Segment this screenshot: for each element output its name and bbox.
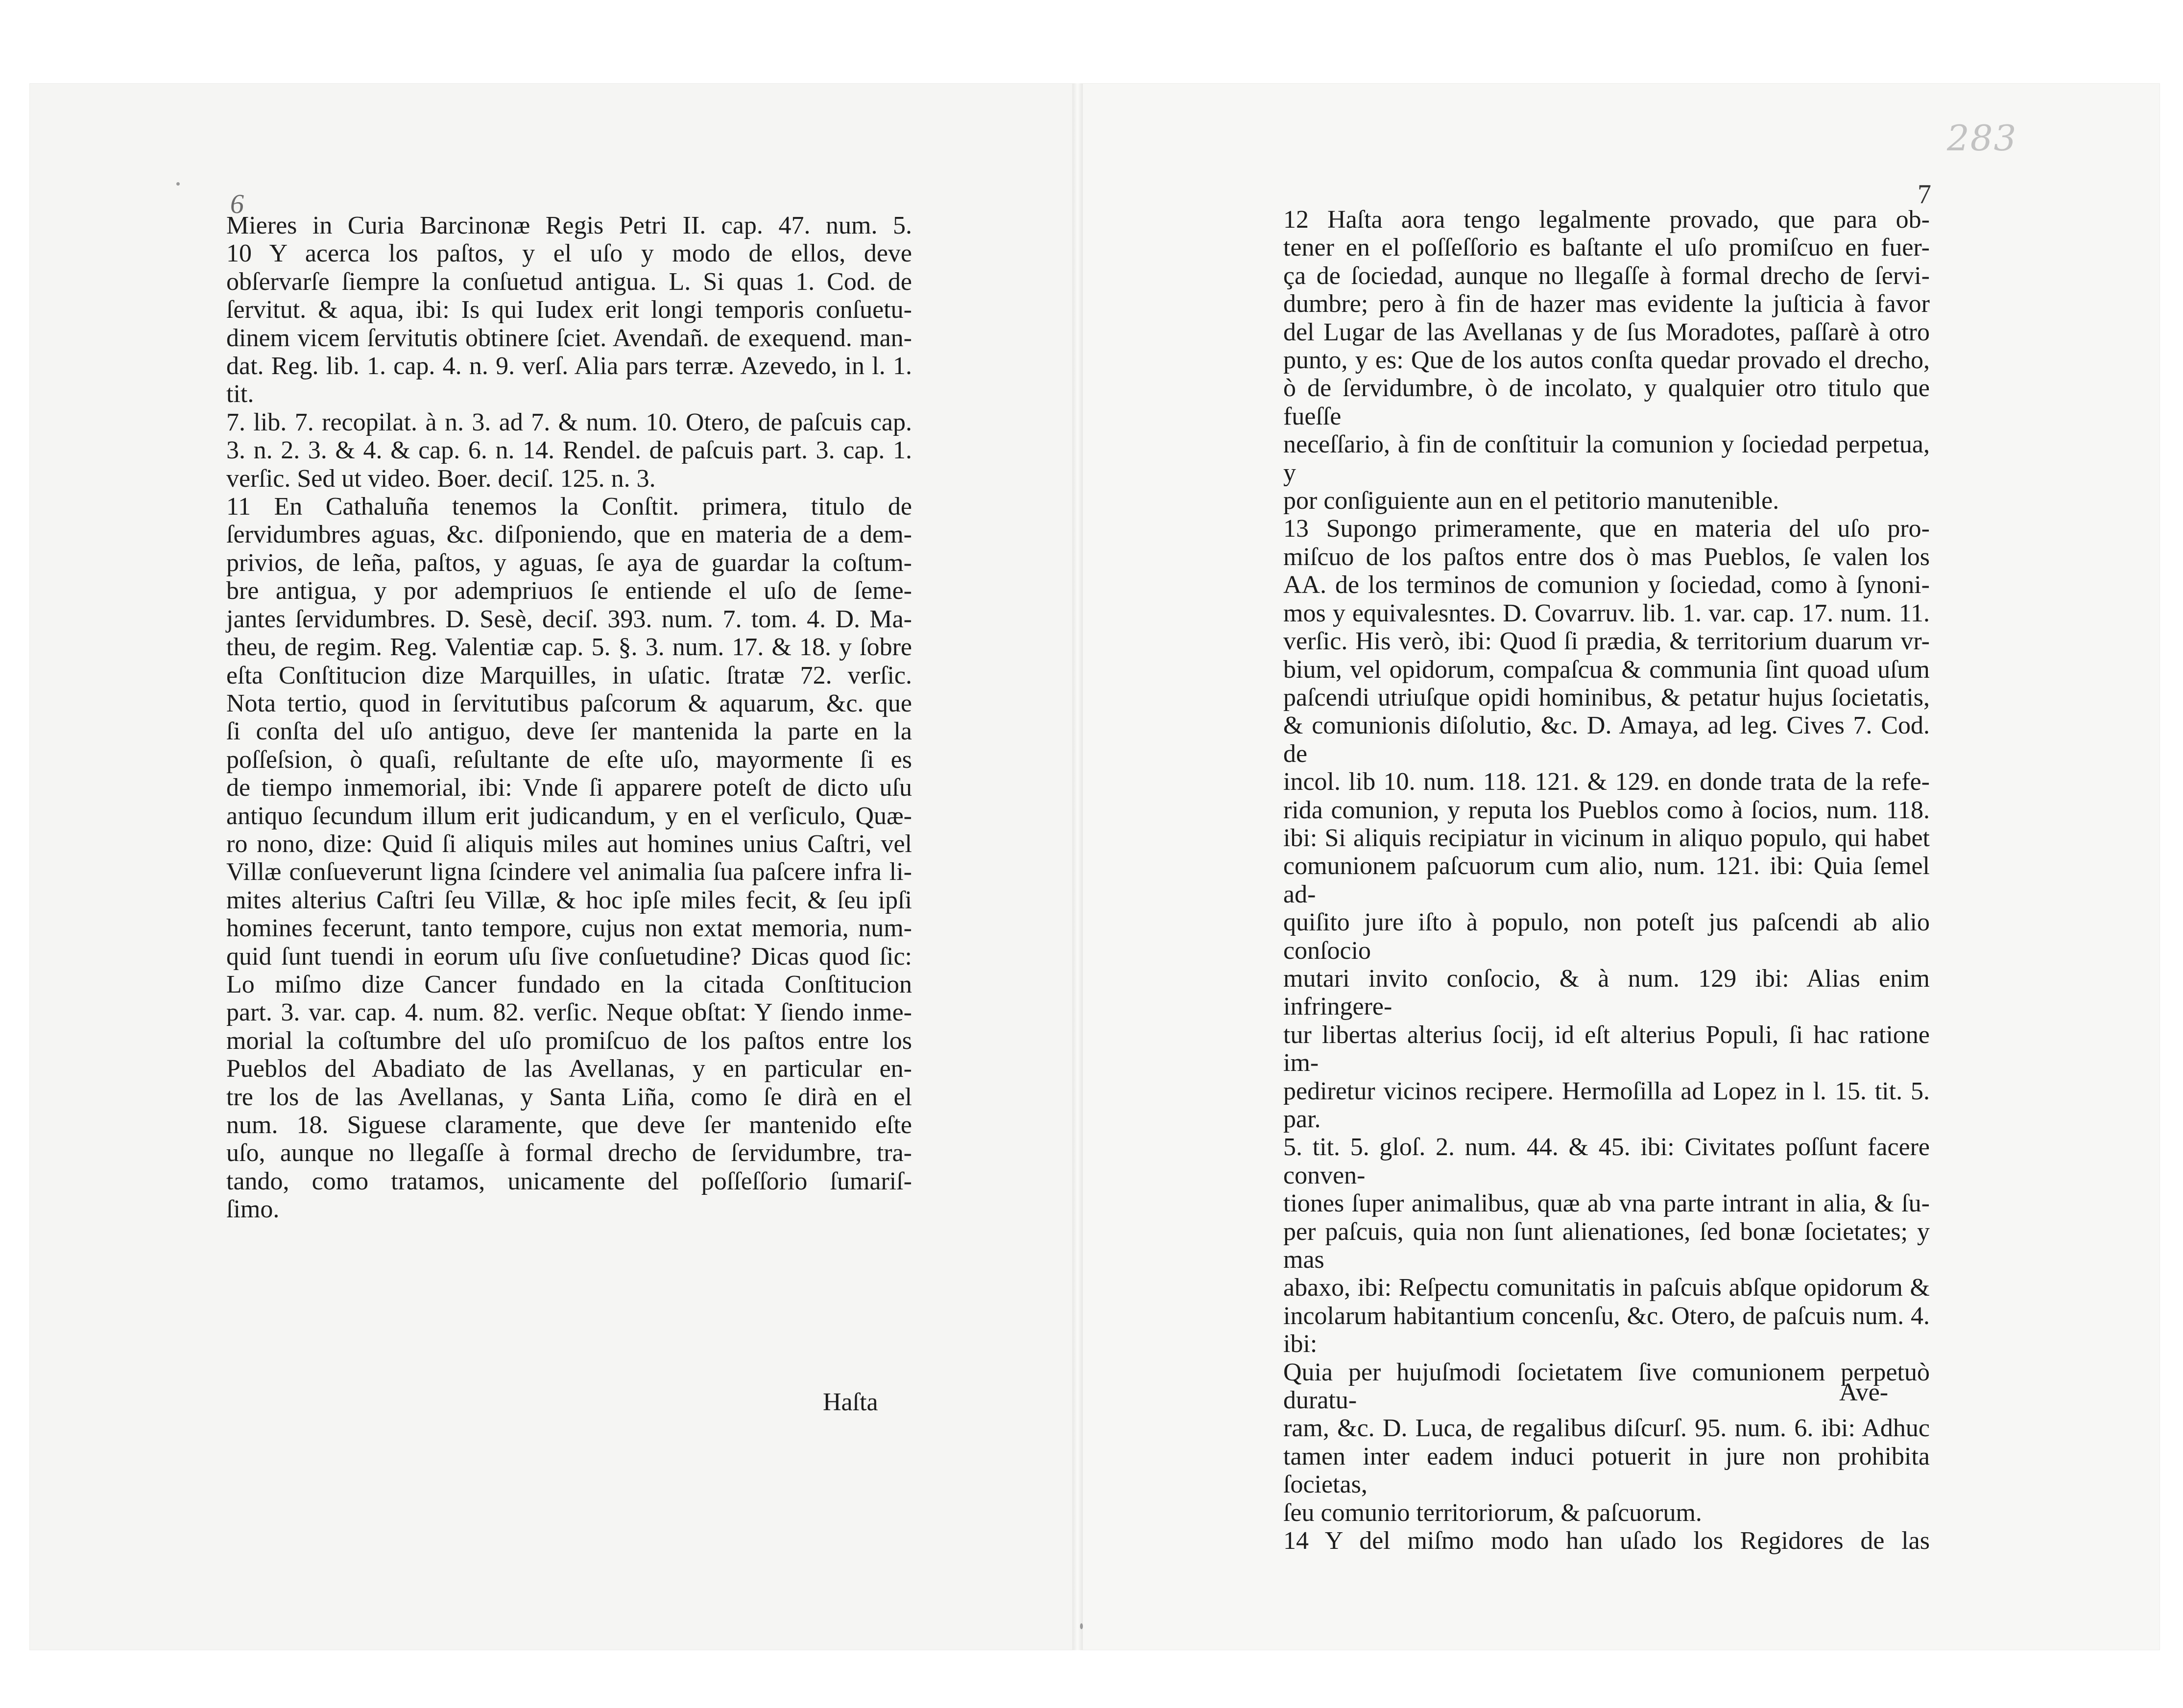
text-line: tamen inter eadem induci potuerit in jure non prohibita ſocietas,: [1283, 1442, 1930, 1499]
text-line: ſervidumbres aguas, &c. diſponiendo, que en materia de a dem-: [226, 521, 912, 549]
text-line: jantes ſervidumbres. D. Sesè, deciſ. 393. num. 7. tom. 4. D. Ma-: [226, 605, 912, 633]
text-line: privios, de leña, paſtos, y aguas, ſe aya de guardar la coſtum-: [226, 548, 912, 577]
text-line: mites alterius Caſtri ſeu Villæ, & hoc ipſe miles fecit, & ſeu ipſi: [226, 886, 912, 914]
text-line: rida comunion, y reputa los Pueblos como à ſocios, num. 118.: [1283, 796, 1930, 824]
text-line: tre los de las Avellanas, y Santa Liña, como ſe dirà en el: [226, 1083, 912, 1111]
text-line: dumbre; pero à fin de hazer mas evidente la juſticia à favor: [1283, 290, 1930, 318]
text-line: theu, de regim. Reg. Valentiæ cap. 5. §. 3. num. 17. & 18. y ſobre: [226, 633, 912, 662]
text-line: por conſiguiente aun en el petitorio manutenible.: [1283, 487, 1779, 515]
handwritten-folio-number: 283: [1947, 118, 2017, 159]
text-line: incol. lib 10. num. 118. 121. & 129. en donde trata de la refe-: [1283, 768, 1930, 796]
text-line: 10 Y acerca los paſtos, y el uſo y modo de ellos, deve: [226, 239, 912, 268]
text-line: ram, &c. D. Luca, de regalibus diſcurſ. 95. num. 6. ibi: Adhuc: [1283, 1414, 1930, 1443]
text-line: quid ſunt tuendi in eorum uſu ſive conſuetudine? Dicas quod ſic:: [226, 942, 912, 971]
text-line: 12 Haſta aora tengo legalmente provado, que para ob-: [1283, 206, 1930, 234]
text-line: ibi: Si aliquis recipiatur in vicinum in aliquo populo, qui habet: [1283, 824, 1930, 852]
text-line: 5. tit. 5. gloſ. 2. num. 44. & 45. ibi: Civitates poſſunt facere conven-: [1283, 1133, 1930, 1189]
text-line: verſic. His verò, ibi: Quod ſi prædia, & territorium duarum vr-: [1283, 627, 1930, 656]
text-line: quiſito jure iſto à populo, non poteſt jus paſcendi ab alio conſocio: [1283, 908, 1930, 965]
text-line: Villæ conſueverunt ligna ſcindere vel animalia ſua paſcere infra li-: [226, 858, 912, 886]
text-line: ça de ſociedad, aunque no llegaſſe à formal drecho de ſervi-: [1283, 261, 1930, 290]
text-line: Mieres in Curia Barcinonæ Regis Petri II. cap. 47. num. 5.: [226, 212, 912, 239]
text-line: ro nono, dize: Quid ſi aliquis miles aut homines unius Caſtri, vel: [226, 830, 912, 858]
text-line: paſcendi utriuſque opidi hominibus, & petatur hujus ſocietatis,: [1283, 683, 1930, 712]
left-page-number: 6: [230, 189, 244, 219]
text-line: incolarum habitantium concenſu, &c. Otero, de paſcuis num. 4. ibi:: [1283, 1302, 1930, 1358]
text-line: morial la coſtumbre del uſo promiſcuo de los paſtos entre los: [226, 1026, 912, 1055]
text-line: 11 En Cathaluña tenemos la Conſtit. primera, titulo de: [226, 493, 912, 521]
text-line: Pueblos del Abadiato de las Avellanas, y en particular en-: [226, 1055, 912, 1083]
text-line: AA. de los terminos de comunion y ſociedad, como à ſynoni-: [1283, 571, 1930, 599]
text-line: abaxo, ibi: Reſpectu comunitatis in paſcuis abſque opidorum &: [1283, 1274, 1930, 1302]
text-line: bre antigua, y por adempriuos ſe entiende el uſo de ſeme-: [226, 577, 912, 605]
text-line: ſimo.: [226, 1195, 280, 1224]
right-catchword: Ave-: [1839, 1378, 1889, 1406]
text-line: part. 3. var. cap. 4. num. 82. verſic. Neque obſtat: Y ſiendo inme-: [226, 998, 912, 1027]
text-line: de tiempo inmemorial, ibi: Vnde ſi apparere poteſt de dicto uſu: [226, 774, 912, 802]
text-line: Nota tertio, quod in ſervitutibus paſcorum & aquarum, &c. que: [226, 689, 912, 717]
text-line: per paſcuis, quia non ſunt alienationes, ſed bonæ ſocietates; y mas: [1283, 1217, 1930, 1274]
text-line: homines fecerunt, tanto tempore, cujus non extat memoria, num-: [226, 914, 912, 943]
text-line: Lo miſmo dize Cancer fundado en la citada Conſtitucion: [226, 970, 912, 998]
text-line: uſo, aunque no llegaſſe à formal drecho de ſervidumbre, tra-: [226, 1139, 912, 1167]
text-line: eſta Conſtitucion dize Marquilles, in uſatic. ſtratæ 72. verſic.: [226, 661, 912, 689]
left-catchword: Haſta: [823, 1388, 878, 1416]
text-line: ò de ſervidumbre, ò de incolato, y qualquier otro titulo que fueſſe: [1283, 374, 1930, 430]
text-line: punto, y es: Que de los autos conſta quedar provado el drecho,: [1283, 346, 1930, 375]
text-line: 3. n. 2. 3. & 4. & cap. 6. n. 14. Rendel. de paſcuis part. 3. cap. 1.: [226, 436, 912, 465]
text-line: ſeu comunio territoriorum, & paſcuorum.: [1283, 1498, 1702, 1527]
text-line: tur libertas alterius ſocij, id eſt alterius Populi, ſi hac ratione im-: [1283, 1020, 1930, 1077]
text-line: & comunionis diſolutio, &c. D. Amaya, ad leg. Cives 7. Cod. de: [1283, 712, 1930, 768]
text-line: mos y equivalesntes. D. Covarruv. lib. 1. var. cap. 17. num. 11.: [1283, 599, 1930, 627]
text-line: obſervarſe ſiempre la conſuetud antigua. L. Si quas 1. Cod. de: [226, 267, 912, 296]
text-line: verſic. Sed ut video. Boer. deciſ. 125. n. 3.: [226, 464, 656, 493]
text-line: del Lugar de las Avellanas y de ſus Moradotes, paſſarè à otro: [1283, 318, 1930, 346]
speck-mark: [1080, 1623, 1083, 1629]
right-page-number: 7: [1918, 179, 1931, 210]
text-line: bium, vel opidorum, compaſcua & communia ſint quoad uſum: [1283, 655, 1930, 684]
text-line: tiones ſuper animalibus, quæ ab vna parte intrant in alia, & ſu-: [1283, 1189, 1930, 1218]
text-line: pediretur vicinos recipere. Hermoſilla ad Lopez in l. 15. tit. 5. par.: [1283, 1077, 1930, 1133]
text-line: dinem vicem ſervitutis obtinere ſciet. Avendañ. de exequend. man-: [226, 324, 912, 352]
text-line: Quia per hujuſmodi ſocietatem ſive comunionem perpetuò duratu-: [1283, 1358, 1930, 1415]
text-line: mutari invito conſocio, & à num. 129 ibi: Alias enim infringere-: [1283, 964, 1930, 1021]
speck-mark: [176, 182, 180, 186]
text-line: 14 Y del miſmo modo han uſado los Regidores de las: [1283, 1527, 1930, 1555]
text-line: miſcuo de los paſtos entre dos ò mas Pueblos, ſe valen los: [1283, 543, 1930, 571]
text-line: tener en el poſſeſſorio es baſtante el uſo promiſcuo en fuer-: [1283, 234, 1930, 262]
text-line: tando, como tratamos, unicamente del poſſeſſorio ſumariſ-: [226, 1167, 912, 1195]
text-line: 7. lib. 7. recopilat. à n. 3. ad 7. & num. 10. Otero, de paſcuis cap.: [226, 408, 912, 436]
right-page-text: [1283, 206, 1930, 1555]
text-line: 13 Supongo primeramente, que en materia del uſo pro-: [1283, 515, 1930, 543]
text-line: ſervitut. & aqua, ibi: Is qui Iudex erit longi temporis conſuetu-: [226, 296, 912, 324]
text-line: poſſeſsion, ò quaſi, reſultante de eſte uſo, mayormente ſi es: [226, 745, 912, 774]
text-line: num. 18. Siguese claramente, que deve ſer mantenido eſte: [226, 1111, 912, 1139]
text-line: neceſſario, à fin de conſtituir la comunion y ſociedad perpetua, y: [1283, 430, 1930, 487]
text-line: antiquo ſecundum illum erit judicandum, y en el verſiculo, Quæ-: [226, 802, 912, 830]
text-line: dat. Reg. lib. 1. cap. 4. n. 9. verſ. Alia pars terræ. Azevedo, in l. 1. tit.: [226, 352, 912, 408]
text-line: ſi conſta del uſo antiguo, deve ſer mantenida la parte en la: [226, 717, 912, 746]
left-page-text: [226, 212, 912, 1224]
book-gutter: [1073, 83, 1082, 1650]
text-line: comunionem paſcuorum cum alio, num. 121. ibi: Quia ſemel ad-: [1283, 852, 1930, 908]
